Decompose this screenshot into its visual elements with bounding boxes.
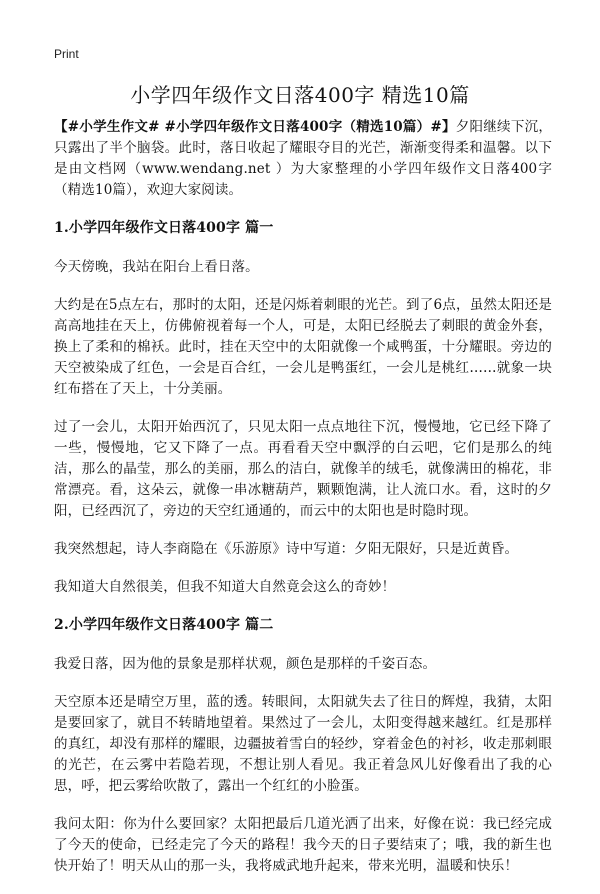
document-body	[54, 117, 552, 894]
section-heading-1: 1.小学四年级作文日落400字 篇一	[54, 220, 274, 236]
section-2-paragraph: 我爱日落，因为他的景象是那样状观，颜色是那样的千姿百态。	[54, 656, 437, 672]
section-heading-2: 2.小学四年级作文日落400字 篇二	[54, 617, 274, 633]
section-2-paragraph: 天空原本还是晴空万里，蓝的透。转眼间，太阳就失去了往日的辉煌，我猜，太阳是要回家了，就目不转睛地望着。果然过了一会儿，太阳变得越来越红。红是那样的真红，却没有那样的耀眼，边疆披着雪白的轻纱，穿着金色的衬衫，收走那刺眼的光芒，在云雾中若隐若现，不想让别人看见。我正着急风儿好像看出了我的心思，呼，把云雾给吹散了，露出一个红红的小脸蛋。	[54, 694, 552, 794]
intro-paragraph	[54, 117, 552, 201]
print-label: Print	[54, 47, 79, 61]
intro-tag: 【#小学生作文# #小学四年级作文日落400字（精选10篇）#】	[54, 119, 456, 135]
document-title: 小学四年级作文日落400字 精选10篇	[130, 83, 470, 107]
intro-text: 夕阳继续下沉，只露出了半个脑袋。此时，落日收起了耀眼夺目的光芒，渐渐变得柔和温馨。以下是由文档网（www.wendang.net ）为大家整理的小学四年级作文日落400字（精选10篇），欢迎大家阅读。	[54, 119, 552, 198]
section-1-paragraph: 我突然想起，诗人李商隐在《乐游原》诗中写道：夕阳无限好，只是近黄昏。	[54, 541, 519, 557]
section-1-paragraph: 我知道大自然很美，但我不知道大自然竟会这么的奇妙！	[54, 579, 396, 595]
section-1-paragraph: 大约是在5点左右，那时的太阳，还是闪烁着刺眼的光芒。到了6点，虽然太阳还是高高地挂在天上，仿佛俯视着每一个人，可是，太阳已经脱去了刺眼的黄金外套，换上了柔和的棉袄。此时，挂在天空中的太阳就像一个咸鸭蛋，十分耀眼。旁边的天空被染成了红色，一会是百合红，一会儿是鸭蛋红，一会儿是桃红……就象一块红布搭在了天上，十分美丽。	[54, 297, 552, 397]
section-2-paragraph: 我问太阳：你为什么要回家？太阳把最后几道光洒了出来，好像在说：我已经完成了今天的使命，已经走完了今天的路程！我今天的日子要结束了；哦，我的新生也快开始了！明天从山的那一头，我将威武地升起来，带来光明，温暖和快乐！	[54, 816, 552, 874]
section-1-paragraph: 过了一会儿，太阳开始西沉了，只见太阳一点点地往下沉，慢慢地，它已经下降了一些，慢慢地，它又下降了一点。再看看天空中飘浮的白云吧，它们是那么的纯洁，那么的晶莹，那么的美丽，那么的洁白，就像羊的绒毛，就像满田的棉花，非常漂亮。看，这朵云，就像一串冰糖葫芦，颗颗饱满，让人流口水。看，这时的夕阳，已经西沉了，旁边的天空红通通的，而云中的太阳也是时隐时现。	[54, 419, 552, 519]
section-1-paragraph: 今天傍晚，我站在阳台上看日落。	[54, 259, 259, 275]
